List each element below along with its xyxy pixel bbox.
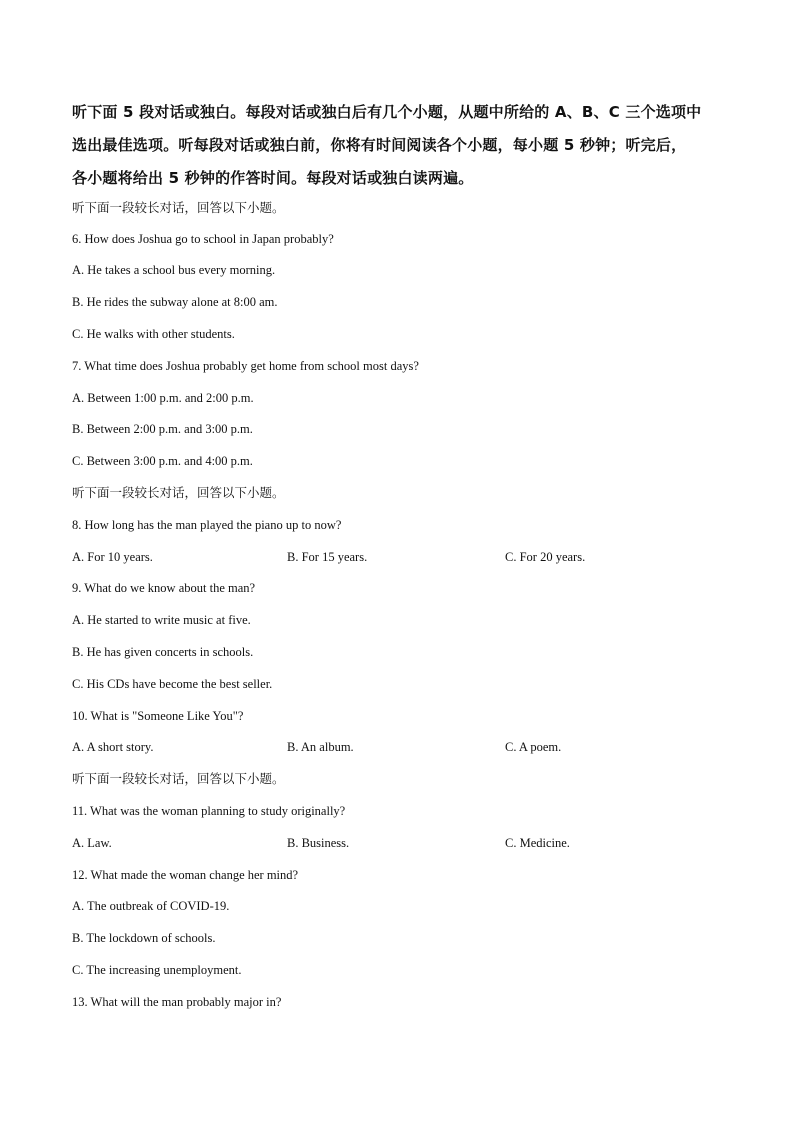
option-10a: A. A short story. [72, 740, 154, 754]
instructions-line-1: 听下面 5 段对话或独白。每段对话或独白后有几个小题，从题中所给的 A、B、C 三个选项中 [72, 103, 702, 121]
option-7b: B. Between 2:00 p.m. and 3:00 p.m. [72, 422, 253, 436]
option-9a: A. He started to write music at five. [72, 613, 251, 627]
question-12: 12. What made the woman change her mind? [72, 868, 299, 882]
section-instructions [72, 96, 732, 195]
option-6c: C. He walks with other students. [72, 327, 235, 341]
option-11c: C. Medicine. [505, 836, 570, 850]
option-7a: A. Between 1:00 p.m. and 2:00 p.m. [72, 391, 254, 405]
option-10c: C. A poem. [505, 740, 562, 754]
option-12a: A. The outbreak of COVID-19. [72, 899, 230, 913]
option-10b: B. An album. [287, 740, 354, 754]
option-6b: B. He rides the subway alone at 8:00 am. [72, 295, 278, 309]
question-8: 8. How long has the man played the piano up to now? [72, 518, 342, 532]
question-13: 13. What will the man probably major in? [72, 995, 282, 1009]
option-9c: C. His CDs have become the best seller. [72, 677, 273, 691]
dialogue-heading-1: 听下面一段较长对话，回答以下小题。 [72, 200, 285, 215]
option-12b: B. The lockdown of schools. [72, 931, 216, 945]
option-12c: C. The increasing unemployment. [72, 963, 242, 977]
dialogue-heading-2: 听下面一段较长对话，回答以下小题。 [72, 485, 285, 500]
question-10: 10. What is "Someone Like You"? [72, 709, 244, 723]
instructions-line-3: 各小题将给出 5 秒钟的作答时间。每段对话或独白读两遍。 [72, 169, 474, 187]
option-8b: B. For 15 years. [287, 550, 368, 564]
option-8a: A. For 10 years. [72, 550, 153, 564]
question-6: 6. How does Joshua go to school in Japan probably? [72, 232, 334, 246]
option-6a: A. He takes a school bus every morning. [72, 263, 276, 277]
option-8c: C. For 20 years. [505, 550, 586, 564]
question-11: 11. What was the woman planning to study originally? [72, 804, 346, 818]
question-7: 7. What time does Joshua probably get home from school most days? [72, 359, 419, 373]
question-9: 9. What do we know about the man? [72, 581, 256, 595]
option-11b: B. Business. [287, 836, 350, 850]
option-11a: A. Law. [72, 836, 112, 850]
option-9b: B. He has given concerts in schools. [72, 645, 254, 659]
instructions-line-2: 选出最佳选项。听每段对话或独白前，你将有时间阅读各个小题，每小题 5 秒钟；听完后， [72, 136, 687, 154]
dialogue-heading-3: 听下面一段较长对话，回答以下小题。 [72, 771, 285, 786]
option-7c: C. Between 3:00 p.m. and 4:00 p.m. [72, 454, 253, 468]
